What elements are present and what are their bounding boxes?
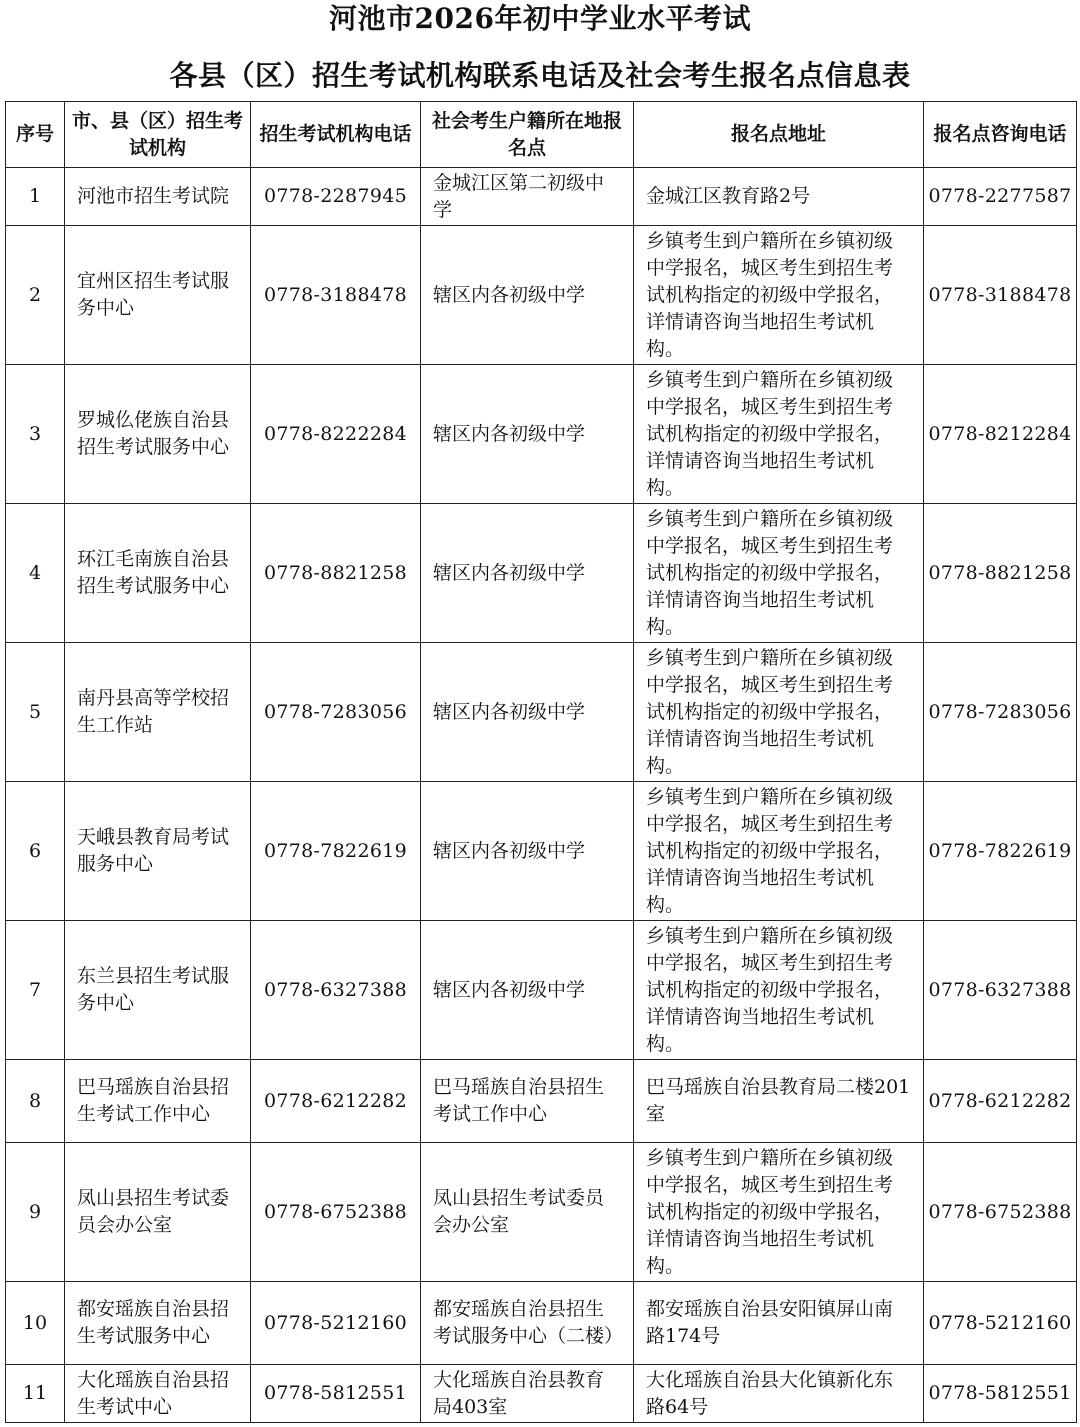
header-seq: 序号 [6, 102, 65, 168]
cell-registration-point: 辖区内各初级中学 [421, 921, 634, 1060]
document-subtitle: 各县（区）招生考试机构联系电话及社会考生报名点信息表 [169, 59, 911, 92]
table-row [6, 1365, 1077, 1423]
header-agency-phone: 招生考试机构电话 [251, 102, 421, 168]
cell-agency: 巴马瑶族自治县招生考试工作中心 [65, 1060, 251, 1143]
cell-no: 11 [6, 1365, 65, 1423]
cell-no: 10 [6, 1282, 65, 1365]
table-header-row [6, 102, 1077, 168]
cell-agency-phone: 0778-5812551 [251, 1365, 421, 1423]
cell-consult-phone: 0778-8212284 [924, 365, 1077, 504]
cell-address: 乡镇考生到户籍所在乡镇初级中学报名，城区考生到招生考试机构指定的初级中学报名，详情请咨询当地招生考试机构。 [634, 504, 924, 643]
cell-address: 都安瑶族自治县安阳镇屏山南路174号 [634, 1282, 924, 1365]
table-row [6, 168, 1077, 226]
cell-address: 乡镇考生到户籍所在乡镇初级中学报名，城区考生到招生考试机构指定的初级中学报名，详情请咨询当地招生考试机构。 [634, 1143, 924, 1282]
cell-no: 1 [6, 168, 65, 226]
cell-no: 9 [6, 1143, 65, 1282]
cell-address: 乡镇考生到户籍所在乡镇初级中学报名，城区考生到招生考试机构指定的初级中学报名，详情请咨询当地招生考试机构。 [634, 643, 924, 782]
cell-agency-phone: 0778-8222284 [251, 365, 421, 504]
cell-agency: 罗城仫佬族自治县招生考试服务中心 [65, 365, 251, 504]
cell-registration-point: 巴马瑶族自治县招生考试工作中心 [421, 1060, 634, 1143]
cell-no: 4 [6, 504, 65, 643]
cell-agency-phone: 0778-7822619 [251, 782, 421, 921]
cell-agency-phone: 0778-6212282 [251, 1060, 421, 1143]
cell-agency-phone: 0778-8821258 [251, 504, 421, 643]
cell-consult-phone: 0778-6752388 [924, 1143, 1077, 1282]
cell-agency-phone: 0778-3188478 [251, 226, 421, 365]
cell-consult-phone: 0778-6212282 [924, 1060, 1077, 1143]
cell-consult-phone: 0778-3188478 [924, 226, 1077, 365]
cell-consult-phone: 0778-6327388 [924, 921, 1077, 1060]
cell-registration-point: 金城江区第二初级中学 [421, 168, 634, 226]
cell-no: 6 [6, 782, 65, 921]
cell-no: 8 [6, 1060, 65, 1143]
table-row [6, 504, 1077, 643]
cell-registration-point: 辖区内各初级中学 [421, 782, 634, 921]
cell-address: 金城江区教育路2号 [634, 168, 924, 226]
cell-consult-phone: 0778-5812551 [924, 1365, 1077, 1423]
cell-registration-point: 辖区内各初级中学 [421, 504, 634, 643]
cell-consult-phone: 0778-2277587 [924, 168, 1077, 226]
cell-registration-point: 辖区内各初级中学 [421, 226, 634, 365]
cell-consult-phone: 0778-5212160 [924, 1282, 1077, 1365]
cell-agency: 宜州区招生考试服务中心 [65, 226, 251, 365]
cell-agency: 都安瑶族自治县招生考试服务中心 [65, 1282, 251, 1365]
document-title: 河池市2026年初中学业水平考试 [329, 2, 751, 35]
cell-no: 2 [6, 226, 65, 365]
table-row [6, 365, 1077, 504]
cell-consult-phone: 0778-7283056 [924, 643, 1077, 782]
cell-address: 乡镇考生到户籍所在乡镇初级中学报名，城区考生到招生考试机构指定的初级中学报名，详情请咨询当地招生考试机构。 [634, 226, 924, 365]
cell-registration-point: 凤山县招生考试委员会办公室 [421, 1143, 634, 1282]
header-address: 报名点地址 [634, 102, 924, 168]
cell-consult-phone: 0778-8821258 [924, 504, 1077, 643]
cell-agency-phone: 0778-6752388 [251, 1143, 421, 1282]
cell-agency-phone: 0778-2287945 [251, 168, 421, 226]
cell-no: 5 [6, 643, 65, 782]
table-row [6, 782, 1077, 921]
cell-agency: 河池市招生考试院 [65, 168, 251, 226]
cell-consult-phone: 0778-7822619 [924, 782, 1077, 921]
table-row [6, 226, 1077, 365]
table-row [6, 1143, 1077, 1282]
cell-registration-point: 都安瑶族自治县招生考试服务中心（二楼） [421, 1282, 634, 1365]
table-row [6, 643, 1077, 782]
cell-agency: 大化瑶族自治县招生考试中心 [65, 1365, 251, 1423]
cell-no: 7 [6, 921, 65, 1060]
header-registration-point: 社会考生户籍所在地报名点 [421, 102, 634, 168]
cell-agency-phone: 0778-7283056 [251, 643, 421, 782]
cell-agency: 东兰县招生考试服务中心 [65, 921, 251, 1060]
cell-registration-point: 辖区内各初级中学 [421, 643, 634, 782]
table-row [6, 921, 1077, 1060]
cell-agency: 南丹县高等学校招生工作站 [65, 643, 251, 782]
cell-address: 乡镇考生到户籍所在乡镇初级中学报名，城区考生到招生考试机构指定的初级中学报名，详情请咨询当地招生考试机构。 [634, 782, 924, 921]
header-agency: 市、县（区）招生考试机构 [65, 102, 251, 168]
cell-agency: 天峨县教育局考试服务中心 [65, 782, 251, 921]
table-row [6, 1060, 1077, 1143]
cell-registration-point: 大化瑶族自治县教育局403室 [421, 1365, 634, 1423]
cell-no: 3 [6, 365, 65, 504]
header-consult-phone: 报名点咨询电话 [924, 102, 1077, 168]
cell-registration-point: 辖区内各初级中学 [421, 365, 634, 504]
cell-agency: 凤山县招生考试委员会办公室 [65, 1143, 251, 1282]
cell-address: 大化瑶族自治县大化镇新化东路64号 [634, 1365, 924, 1423]
info-table [5, 101, 1077, 1423]
cell-agency: 环江毛南族自治县招生考试服务中心 [65, 504, 251, 643]
table-row [6, 1282, 1077, 1365]
cell-address: 巴马瑶族自治县教育局二楼201室 [634, 1060, 924, 1143]
cell-agency-phone: 0778-6327388 [251, 921, 421, 1060]
cell-address: 乡镇考生到户籍所在乡镇初级中学报名，城区考生到招生考试机构指定的初级中学报名，详情请咨询当地招生考试机构。 [634, 365, 924, 504]
cell-agency-phone: 0778-5212160 [251, 1282, 421, 1365]
cell-address: 乡镇考生到户籍所在乡镇初级中学报名，城区考生到招生考试机构指定的初级中学报名，详情请咨询当地招生考试机构。 [634, 921, 924, 1060]
